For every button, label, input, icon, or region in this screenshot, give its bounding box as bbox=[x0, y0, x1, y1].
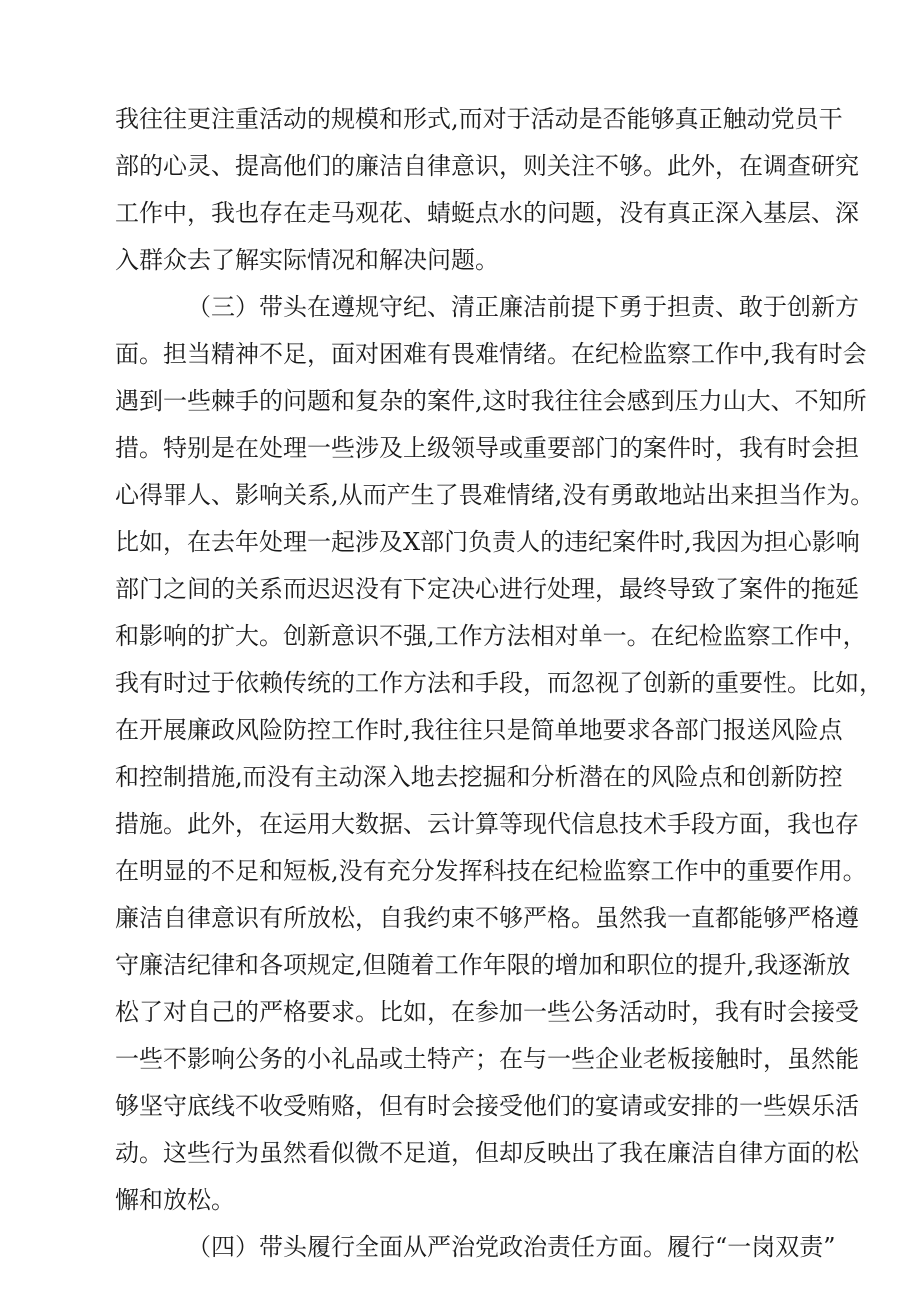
text-line: 松了对自己的严格要求。比如，在参加一些公务活动时，我有时会接受 bbox=[115, 998, 859, 1026]
text-line: 工作中，我也存在走马观花、蜻蜓点水的问题，没有真正深入基层、深 bbox=[115, 199, 859, 227]
text-line: 部门之间的关系而迟迟没有下定决心进行处理，最终导致了案件的拖延 bbox=[115, 575, 859, 603]
text-line: 措施。此外，在运用大数据、云计算等现代信息技术手段方面，我也存 bbox=[115, 810, 859, 838]
section-heading-line: （三）带头在遵规守纪、清正廉洁前提下勇于担责、敢于创新方 bbox=[187, 293, 859, 321]
text-line: 廉洁自律意识有所放松，自我约束不够严格。虽然我一直都能够严格遵 bbox=[115, 904, 859, 932]
text-line: 一些不影响公务的小礼品或土特产；在与一些企业老板接触时，虽然能 bbox=[115, 1045, 859, 1073]
text-line: 措。特别是在处理一些涉及上级领导或重要部门的案件时，我有时会担 bbox=[115, 434, 859, 462]
paragraph-3 bbox=[115, 1224, 836, 1271]
text-line: 够坚守底线不收受贿赂，但有时会接受他们的宴请或安排的一些娱乐活 bbox=[115, 1092, 859, 1120]
text-line: 比如，在去年处理一起涉及X部门负责人的违纪案件时,我因为担心影响 bbox=[115, 528, 860, 556]
paragraph-1 bbox=[115, 96, 859, 284]
text-line: 在开展廉政风险防控工作时,我往往只是简单地要求各部门报送风险点 bbox=[115, 716, 843, 744]
document-body bbox=[115, 96, 883, 1271]
text-line: 面。担当精神不足，面对困难有畏难情绪。在纪检监察工作中,我有时会 bbox=[115, 340, 867, 368]
text-line: 懈和放松。 bbox=[115, 1186, 235, 1214]
text-line: 心得罪人、影响关系,从而产生了畏难情绪,没有勇敢地站出来担当作为。 bbox=[115, 481, 875, 509]
text-line: 我往往更注重活动的规模和形式,而对于活动是否能够真正触动党员干 bbox=[115, 105, 843, 133]
text-line: 动。这些行为虽然看似微不足道，但却反映出了我在廉洁自律方面的松 bbox=[115, 1139, 859, 1167]
section-heading-line: （四）带头履行全面从严治党政治责任方面。履行“一岗双责” bbox=[187, 1233, 836, 1261]
text-line: 和控制措施,而没有主动深入地去挖掘和分析潜在的风险点和创新防控 bbox=[115, 763, 843, 791]
text-line: 遇到一些棘手的问题和复杂的案件,这时我往往会感到压力山大、不知所 bbox=[115, 387, 867, 415]
text-line: 在明显的不足和短板,没有充分发挥科技在纪检监察工作中的重要作用。 bbox=[115, 857, 867, 885]
text-line: 我有时过于依赖传统的工作方法和手段，而忽视了创新的重要性。比如， bbox=[115, 669, 883, 697]
text-line: 守廉洁纪律和各项规定,但随着工作年限的增加和职位的提升,我逐渐放 bbox=[115, 951, 851, 979]
text-line: 和影响的扩大。创新意识不强,工作方法相对单一。在纪检监察工作中， bbox=[115, 622, 867, 650]
paragraph-2 bbox=[115, 284, 883, 1224]
text-line: 入群众去了解实际情况和解决问题。 bbox=[115, 246, 499, 274]
text-line: 部的心灵、提高他们的廉洁自律意识，则关注不够。此外，在调查研究 bbox=[115, 152, 859, 180]
